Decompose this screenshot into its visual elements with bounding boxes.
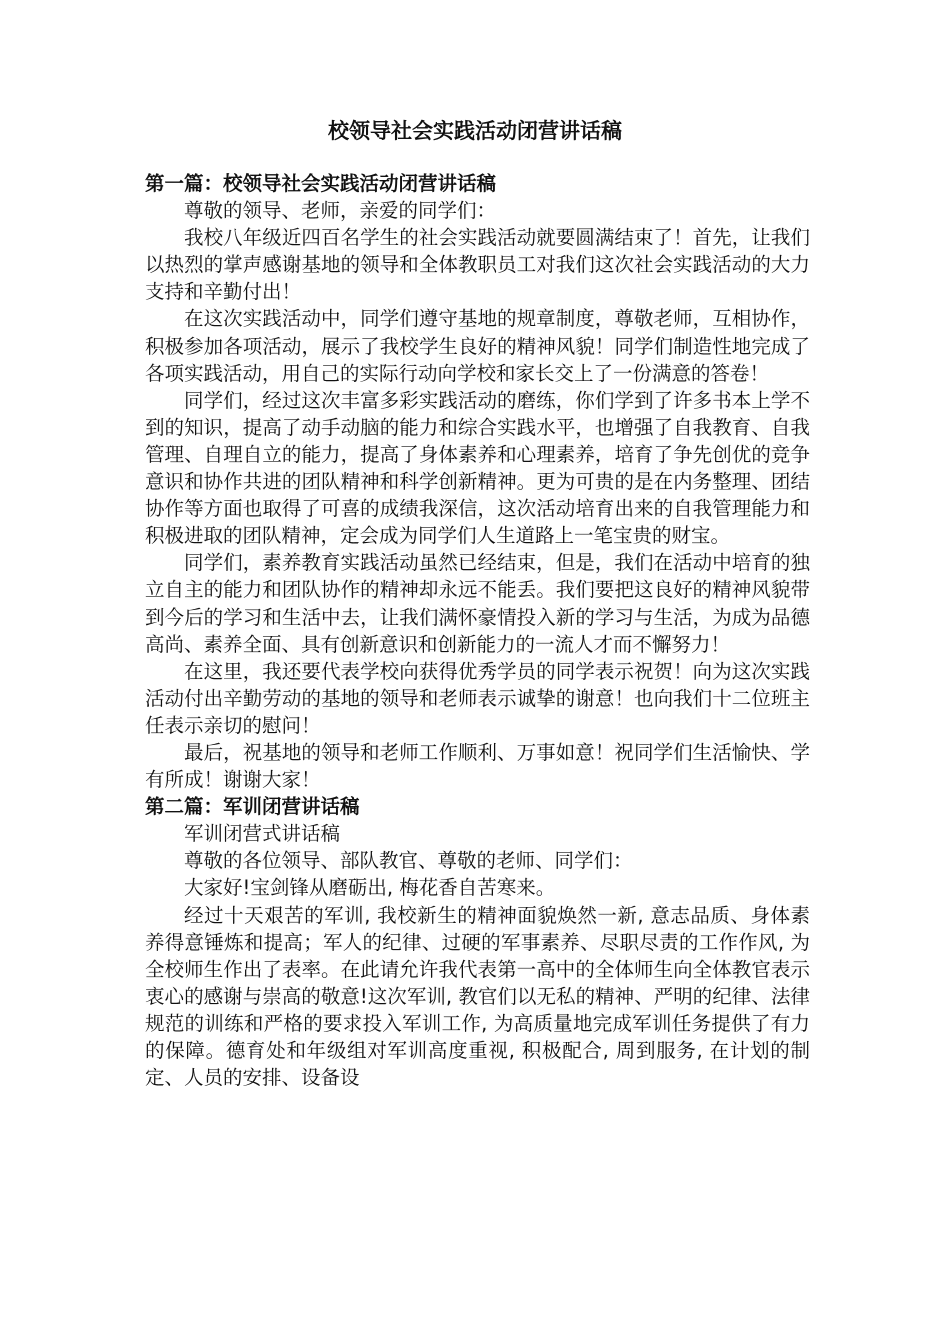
section-2-paragraph: 经过十天艰苦的军训, 我校新生的精神面貌焕然一新, 意志品质、身体素养得意锤炼和提高；军人的纪律、过硬的军事素养、尽职尽责的工作作风, 为全校师生作出了表率。在此请允许我代表第一高中的全体师生向全体教官表示衷心的感谢与崇高的敬意!这次军训, 教官们以无私的精神、严明的纪律、法律规范的训练和严格的要求投入军训工作, 为高质量地完成军训任务提供了有力的保障。德育处和年级组对军训高度重视, 积极配合, 周到服务, 在计划的制定、人员的安排、设备设	[145, 903, 810, 1090]
section-1-paragraph: 我校八年级近四百名学生的社会实践活动就要圆满结束了！首先，让我们以热烈的掌声感谢基地的领导和全体教职员工对我们这次社会实践活动的大力支持和辛勤付出！	[145, 226, 810, 304]
section-1-paragraph: 在这次实践活动中，同学们遵守基地的规章制度，尊敬老师，互相协作，积极参加各项活动，展示了我校学生良好的精神风貌！同学们制造性地完成了各项实践活动，用自己的实际行动向学校和家长交上了一份满意的答卷！	[145, 307, 810, 385]
section-1-paragraph: 最后，祝基地的领导和老师工作顺利、万事如意！祝同学们生活愉快、学有所成！谢谢大家！	[145, 740, 810, 792]
section-1-paragraph: 尊敬的领导、老师，亲爱的同学们：	[184, 199, 497, 223]
section-2-paragraph: 大家好!宝剑锋从磨砺出, 梅花香自苦寒来。	[184, 876, 556, 900]
section-2-paragraph: 军训闭营式讲话稿	[184, 822, 341, 846]
section-2-heading: 第二篇：军训闭营讲话稿	[145, 795, 360, 819]
section-1-heading: 第一篇：校领导社会实践活动闭营讲话稿	[145, 172, 497, 195]
section-2-paragraph: 尊敬的各位领导、部队教官、尊敬的老师、同学们：	[184, 849, 633, 873]
document-body	[145, 170, 810, 1091]
section-1-paragraph: 同学们，素养教育实践活动虽然已经结束，但是，我们在活动中培育的独立自主的能力和团队协作的精神却永远不能丢。我们要把这良好的精神风貌带到今后的学习和生活中去，让我们满怀豪情投入新的学习与生活，为成为品德高尚、素养全面、具有创新意识和创新能力的一流人才而不懈努力！	[145, 551, 810, 656]
document-title: 校领导社会实践活动闭营讲话稿	[328, 119, 622, 143]
section-1-paragraph: 同学们，经过这次丰富多彩实践活动的磨练，你们学到了许多书本上学不到的知识，提高了动手动脑的能力和综合实践水平，也增强了自我教育、自我管理、自理自立的能力，提高了身体素养和心理素养，培育了争先创优的竞争意识和协作共进的团队精神和科学创新精神。更为可贵的是在内务整理、团结协作等方面也取得了可喜的成绩我深信，这次活动培育出来的自我管理能力和积极进取的团队精神，定会成为同学们人生道路上一笔宝贵的财宝。	[145, 388, 810, 548]
section-1-paragraph: 在这里，我还要代表学校向获得优秀学员的同学表示祝贺！向为这次实践活动付出辛勤劳动的基地的领导和老师表示诚挚的谢意！也向我们十二位班主任表示亲切的慰问！	[145, 659, 810, 737]
